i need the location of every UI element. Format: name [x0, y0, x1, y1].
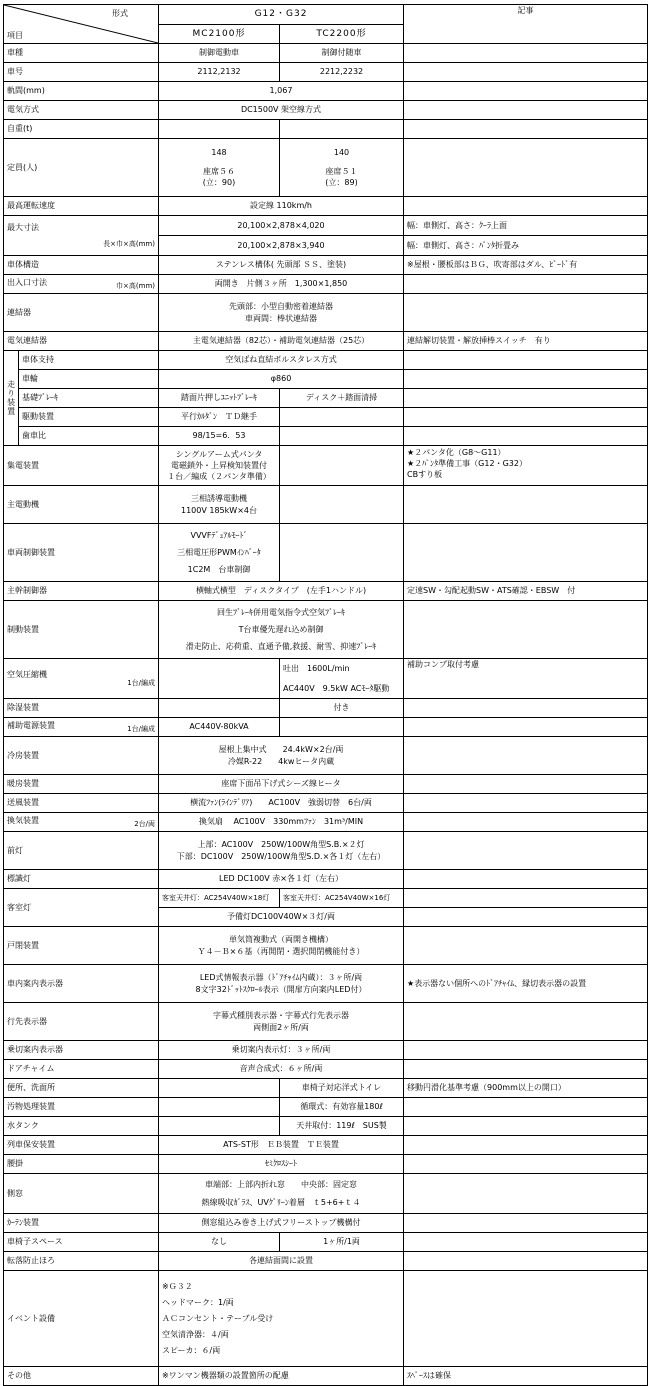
row-drive: 駆動装置 平行ｶﾙﾀﾞﾝ ＴＤ継手	[4, 408, 648, 427]
type-mc: MC2100形	[159, 24, 280, 44]
row-destination: 行先表示器 字幕式種別表示器・字幕式行先表示器 両側面2ヶ所/両	[4, 1003, 648, 1041]
running-group-label: 走り装置	[4, 351, 19, 446]
row-elec-coupler: 電気連結器 主電気連結器（82芯）・補助電気連結器（25芯） 連結解切装置・解放挿棒スイッチ 有り	[4, 332, 648, 351]
row-capacity: 定員(人) 148 座席５６ (立：90) 140 座席５１ (立：89)	[4, 139, 648, 197]
row-dimensions-1: 最大寸法 長×巾×高(mm) 20,100×2,878×4,020 幅：車側灯、高さ：ｸｰﾗ上面	[4, 216, 648, 236]
row-motor: 主電動機 三相誘導電動機 1100V 185kW×4台	[4, 486, 648, 524]
row-bogie: 走り装置 車体支持 空気ばね直結ボルスタレス方式	[4, 351, 648, 370]
row-window: 側窓 車端部：上部内折れ窓 中央部：固定窓 熱線吸収ｶﾞﾗｽ、UVｸﾞﾘｰﾝ着層 ｔ5+6+ｔ４	[4, 1174, 648, 1214]
model-label: 形式	[112, 9, 128, 18]
series-name: G12・G32	[159, 5, 404, 25]
row-vent: 換気装置 2台/両 換気扇 AC100V 330mmﾌｧﾝ 31m³/MIN	[4, 813, 648, 832]
row-info-display: 車内案内表示器 LED式情報表示器（ﾄﾞｱﾁｬｲﾑ内蔵）：３ヶ所/両 8文字32ﾄﾞｯﾄｽｸﾛｰﾙ表示（開扉方向案内LED付） ★表示器ない個所へのﾄﾞｱﾁｬｲﾑ、縁切表示器の設置	[4, 965, 648, 1003]
row-electric: 電気方式 DC1500V 架空線方式	[4, 101, 648, 120]
row-car-type: 車種 制御電動車 制御付随車	[4, 44, 648, 63]
header-corner	[4, 5, 159, 44]
type-tc: TC2200形	[280, 24, 404, 44]
row-rollover: 転落防止ほろ 各連結面間に設置	[4, 1252, 648, 1271]
row-transfer: 乗切案内表示器 乗切案内表示灯：３ヶ所/両	[4, 1041, 648, 1060]
row-tank: 水タンク 天井取付：119ℓ SUS製	[4, 1117, 648, 1136]
row-cooler: 冷房装置 屋根上集中式 24.4kW×2台/両 冷媒R-22 4kwヒータ内蔵	[4, 737, 648, 775]
row-gauge: 軌間(mm) 1,067	[4, 82, 648, 101]
row-room-light-1: 客室灯 客室天井灯：AC254V40W×18灯 客室天井灯：AC254V40W×16灯	[4, 889, 648, 908]
row-safety: 列車保安装置 ATS-ST形 ＥＢ装置 ＴＥ装置	[4, 1136, 648, 1155]
row-curtain: ｶｰﾃﾝ装置 側窓組込み巻き上げ式フリーストップ機構付	[4, 1214, 648, 1233]
row-current: 集電装置 シングルアーム式パンタ 電磁鎖外・上昇検知装置付 １台／編成（２パンタ準備） ★２パンタ化（G8～G11） ★２ﾊﾟﾝﾀ準備工事（G12・G32） CBすり板	[4, 446, 648, 486]
row-taillight: 標識灯 LED DC100V 赤×各１灯（左右）	[4, 870, 648, 889]
row-wheelchair: 車椅子スペース なし 1ヶ所/1両	[4, 1233, 648, 1252]
row-coupler: 連結器 先頭部：小型自動密着連結器 車両間：棒状連結器	[4, 294, 648, 332]
row-weight: 自重(t)	[4, 120, 648, 139]
row-dimensions-2: 20,100×2,878×3,940 幅：車側灯、高さ：ﾊﾟﾝﾀ折畳み	[4, 236, 648, 256]
notes-header: 記事	[404, 5, 648, 44]
row-car-number: 車号 2112,2132 2212,2232	[4, 63, 648, 82]
row-other: その他 ※ワンマン機器類の設置箇所の配慮 ｽﾍﾟｰｽは確保	[4, 1367, 648, 1386]
row-event: イベント設備 ※Ｇ３２ ヘッドマーク：1/両 ＡＣコンセント・テーブル受け 空気清浄器：４/両 スピーカ：６/両	[4, 1271, 648, 1367]
row-master: 主幹制御器 横軸式横型 ディスクタイプ (左手1ハンドル) 定速SW・勾配起動SW・ATS確認・EBSW 付	[4, 582, 648, 601]
row-headlight: 前灯 上部：AC100V 250W/100W角型S.B.×２灯 下部：DC100V 250W/100W角型S.D.×各１灯（左右）	[4, 832, 648, 870]
row-heater: 暖房装置 座席下面吊下げ式シーズ線ヒータ	[4, 775, 648, 794]
row-wheel: 車輪 φ860	[4, 370, 648, 389]
row-door-system: 戸閉装置 単気筒複動式（両開き機構） Ｙ４－Ｂ×６基（再開閉・選択開閉機能付き）	[4, 927, 648, 965]
row-dehumidifier: 除湿装置 付き	[4, 699, 648, 718]
row-fan: 送風装置 横流ﾌｧﾝ(ﾗｲﾝﾃﾞﾘｱ) AC100V 強弱切替 6台/両	[4, 794, 648, 813]
row-control: 車両制御装置 VVVFﾃﾞｭｱﾙﾓｰﾄﾞ 三相電圧形PWMｲﾝﾊﾞｰﾀ 1C2M 台車制御	[4, 524, 648, 582]
diagonal-line	[4, 5, 158, 43]
row-aux-power: 補助電源装置 1台/編成 AC440V-80kVA	[4, 718, 648, 737]
row-seat: 腰掛 ｾﾐｸﾛｽｼｰﾄ	[4, 1155, 648, 1174]
row-brake: 基礎ﾌﾞﾚｰｷ 踏面片押しﾕﾆｯﾄﾌﾞﾚｰｷ ディスク＋踏面清掃	[4, 389, 648, 408]
row-sewage: 汚物処理装置 循環式：有効容量180ℓ	[4, 1098, 648, 1117]
row-brake-system: 制動装置 回生ﾌﾞﾚｰｷ併用電気指令式空気ﾌﾞﾚｰｷ T台車優先遅れ込め制御 滑走防止、応荷重、直通予備,救援、耐雪、抑速ﾌﾞﾚｰｷ	[4, 601, 648, 659]
row-room-light-2: 予備灯DC100V40W×３灯/両	[4, 908, 648, 927]
row-body: 車体構造 ステンレス構体( 先頭部 ＳＳ、塗装) ※屋根・腰板部はＢＧ、吹寄部はダル、ﾋﾞｰﾄﾞ有	[4, 256, 648, 275]
item-label: 項目	[7, 30, 23, 40]
row-compressor: 空気圧縮機 1台/編成 吐出 1600L/min AC440V 9.5kW ACﾓｰﾀ駆動 補助コンプ取付考慮	[4, 659, 648, 699]
row-max-speed: 最高運転速度 設定線 110km/h	[4, 197, 648, 216]
spec-table	[3, 4, 648, 1386]
row-gear: 歯車比 98/15=6．53	[4, 427, 648, 446]
row-toilet: 便所、洗面所 車椅子対応洋式トイレ 移動円滑化基準考慮（900mm以上の開口）	[4, 1079, 648, 1098]
row-door: 出入口寸法 巾×高(mm) 両開き 片側３ヶ所 1,300×1,850	[4, 275, 648, 294]
row-chime: ドアチャイム 音声合成式：６ヶ所/両	[4, 1060, 648, 1079]
